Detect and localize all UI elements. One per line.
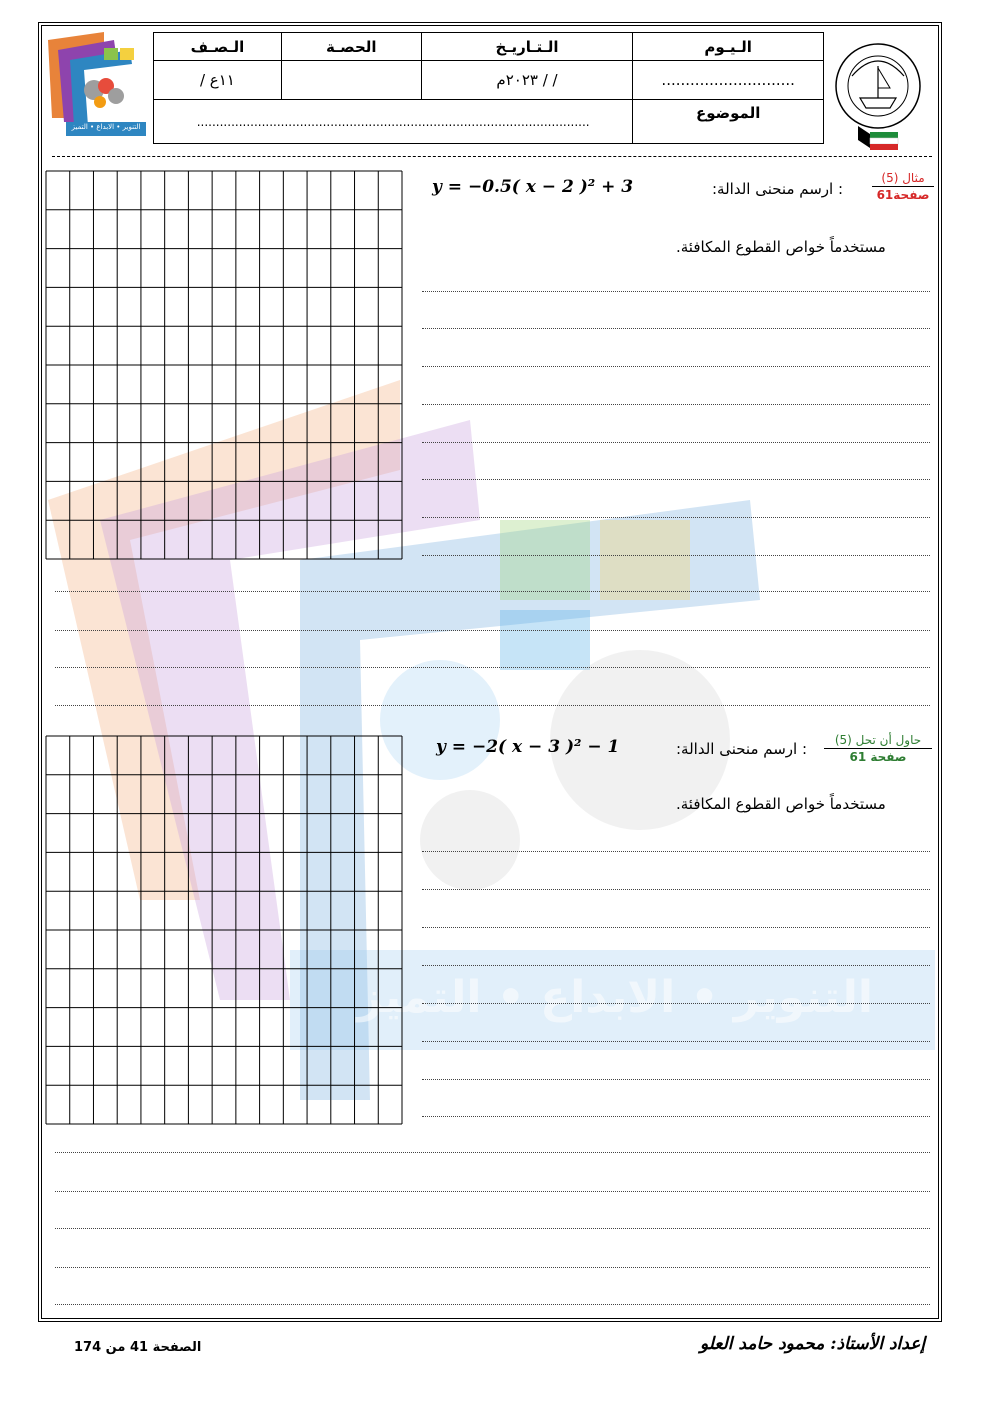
question-2-note: مستخدماً خواص القطوع المكافئة. [676,795,886,813]
header-period-value[interactable] [281,61,421,100]
question-1-tag [872,170,934,203]
answer-line[interactable] [55,1152,930,1153]
header-day-label: الـيـوم [633,33,824,61]
answer-line[interactable] [422,1116,930,1117]
question-2-tag-bottom: صفحة 61 [849,750,907,764]
answer-line[interactable] [55,1304,930,1305]
question-1-note: مستخدماً خواص القطوع المكافئة. [676,238,886,256]
answer-line[interactable] [422,965,930,966]
answer-line[interactable] [422,517,930,518]
answer-line[interactable] [422,927,930,928]
question-2-formula: y = −2( x − 3 )² − 1 [436,737,620,757]
question-1-tag-bottom: صفحة61 [876,188,930,202]
question-2-instruction: : ارسم منحنى الدالة: [676,740,808,758]
answer-line[interactable] [55,1191,930,1192]
question-1-formula: y = −0.5( x − 2 )² + 3 [432,177,634,197]
watermark-text: التنوير • الابداع • التميز [357,972,873,1023]
answer-line[interactable] [422,555,930,556]
header-topic-label: الموضوع [633,100,824,144]
author-credit: إعداد الأستاذ: محمود حامد العلو [700,1334,926,1354]
answer-line[interactable] [422,404,930,405]
header-date-label: الـتـاريـخ [421,33,633,61]
graph-grid-1[interactable] [45,170,403,560]
answer-line[interactable] [422,291,930,292]
header-table [153,32,824,144]
header-day-value[interactable]: ............................ [633,61,824,100]
header-period-label: الحصـة [281,33,421,61]
answer-line[interactable] [55,1267,930,1268]
school-logo [44,30,148,140]
header-separator [52,156,932,157]
question-1-instruction: : ارسم منحنى الدالة: [712,180,844,198]
page-number-label: الصفحة 41 من 174 [74,1340,202,1355]
answer-line[interactable] [422,442,930,443]
question-2-tag-top: حاول أن تحل (5) [824,732,932,749]
answer-line[interactable] [422,1041,930,1042]
answer-line[interactable] [55,591,930,592]
answer-line[interactable] [55,705,930,706]
answer-line[interactable] [422,366,930,367]
header-topic-value[interactable]: ....................................................................................................... [154,100,633,144]
answer-line[interactable] [422,1003,930,1004]
answer-line[interactable] [422,479,930,480]
state-emblem [830,36,934,154]
answer-line[interactable] [422,328,930,329]
answer-line[interactable] [55,630,930,631]
answer-line[interactable] [55,667,930,668]
header-class-label: الـصـف [154,33,282,61]
question-1-tag-top: مثال (5) [872,170,934,187]
answer-line[interactable] [55,1228,930,1229]
answer-line[interactable] [422,889,930,890]
question-2-tag [824,732,932,765]
logo-caption: التنوير • الابداع • التميز [71,123,141,131]
answer-line[interactable] [422,1079,930,1080]
header-date-value[interactable]: / / ٢٠٢٣م [421,61,633,100]
graph-grid-2[interactable] [45,735,403,1125]
header-class-value[interactable]: ١١ع / [154,61,282,100]
answer-line[interactable] [422,851,930,852]
